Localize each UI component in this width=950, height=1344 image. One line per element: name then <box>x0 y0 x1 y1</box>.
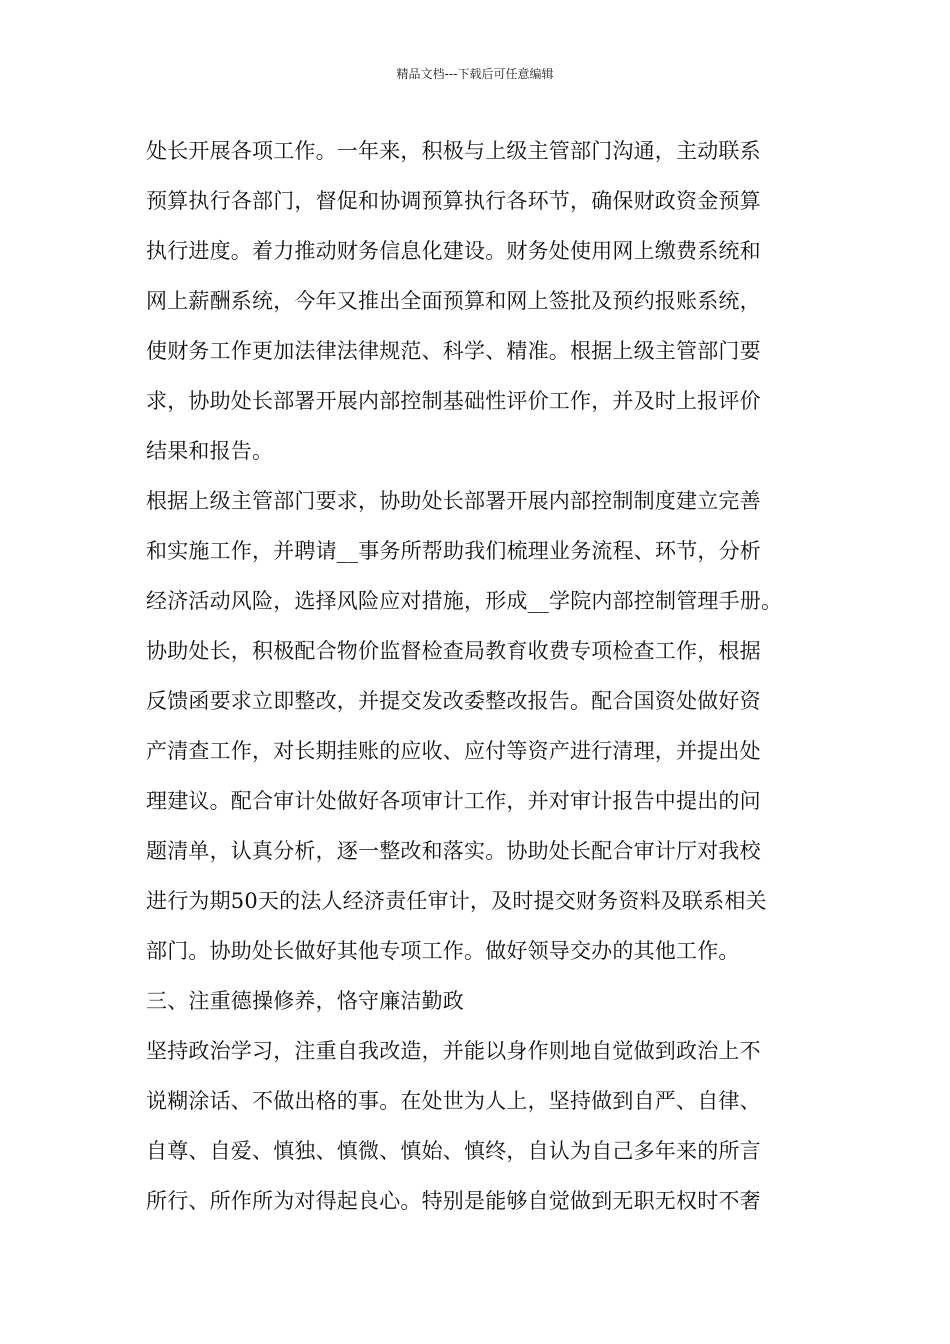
body-line: 进行为期50天的法人经济责任审计，及时提交财务资料及联系相关 <box>146 889 767 913</box>
page-header: 精品文档---下载后可任意编辑 <box>396 67 554 81</box>
body-line: 部门。协助处长做好其他专项工作。做好领导交办的其他工作。 <box>146 939 740 963</box>
body-line: 预算执行各部门，督促和协调预算执行各环节，确保财政资金预算 <box>146 189 761 213</box>
body-line: 说糊涂话、不做出格的事。在处世为人上，坚持做到自严、自律、 <box>146 1089 761 1113</box>
document-body <box>146 126 816 1226</box>
body-line: 和实施工作，并聘请__事务所帮助我们梳理业务流程、环节，分析 <box>146 539 761 563</box>
body-line: 网上薪酬系统，今年又推出全面预算和网上签批及预约报账系统， <box>146 289 761 313</box>
body-line: 所行、所作所为对得起良心。特别是能够自觉做到无职无权时不奢 <box>146 1189 761 1213</box>
section-heading: 三、注重德操修养，恪守廉洁勤政 <box>146 989 464 1013</box>
body-line: 经济活动风险，选择风险应对措施，形成__学院内部控制管理手册。 <box>146 589 783 613</box>
body-line: 协助处长，积极配合物价监督检查局教育收费专项检查工作，根据 <box>146 639 761 663</box>
body-line: 结果和报告。 <box>146 439 274 463</box>
body-line: 处长开展各项工作。一年来，积极与上级主管部门沟通，主动联系 <box>146 139 761 163</box>
body-line: 求，协助处长部署开展内部控制基础性评价工作，并及时上报评价 <box>146 389 761 413</box>
body-line: 坚持政治学习，注重自我改造，并能以身作则地自觉做到政治上不 <box>146 1039 761 1063</box>
body-line: 自尊、自爱、慎独、慎微、慎始、慎终，自认为自己多年来的所言 <box>146 1139 761 1163</box>
body-line: 根据上级主管部门要求，协助处长部署开展内部控制制度建立完善 <box>146 489 761 513</box>
body-line: 题清单，认真分析，逐一整改和落实。协助处长配合审计厅对我校 <box>146 839 761 863</box>
body-line: 反馈函要求立即整改，并提交发改委整改报告。配合国资处做好资 <box>146 689 761 713</box>
body-line: 理建议。配合审计处做好各项审计工作，并对审计报告中提出的问 <box>146 789 761 813</box>
body-line: 使财务工作更加法律法律规范、科学、精准。根据上级主管部门要 <box>146 339 761 363</box>
body-line: 执行进度。着力推动财务信息化建设。财务处使用网上缴费系统和 <box>146 239 761 263</box>
body-line: 产清查工作，对长期挂账的应收、应付等资产进行清理，并提出处 <box>146 739 761 763</box>
